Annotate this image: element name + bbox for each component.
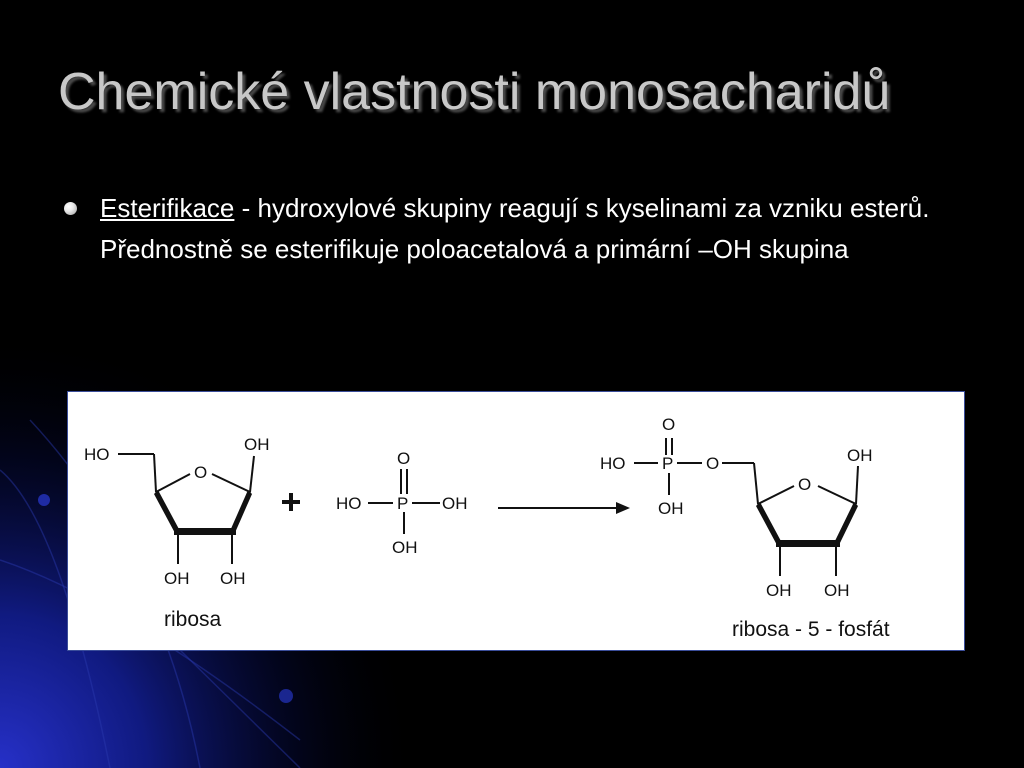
acid-o-label: O (397, 449, 411, 468)
ribose-ho-label: HO (84, 445, 110, 464)
ribose-ring-o-label: O (194, 463, 208, 482)
reaction-scheme (68, 392, 964, 650)
bullet-item (100, 188, 950, 270)
product-p-label: P (662, 454, 674, 473)
product-o-top-label: O (662, 415, 676, 434)
product-o-link-label: O (706, 454, 720, 473)
ribose-caption: ribosa (164, 608, 222, 631)
bullet-dot-icon (64, 202, 77, 215)
product-oh-c2-label: OH (824, 581, 850, 600)
product-oh-p-label: OH (658, 499, 684, 518)
esterification-figure (67, 391, 965, 651)
product-ring-o-label: O (798, 475, 812, 494)
acid-oh-bottom-label: OH (392, 538, 418, 557)
ribose-oh-c2-label: OH (220, 569, 246, 588)
ribose-oh-c3-label: OH (164, 569, 190, 588)
product-oh-c1-label: OH (847, 446, 873, 465)
acid-oh-right-label: OH (442, 494, 468, 513)
acid-p-label: P (397, 494, 409, 513)
acid-ho-label: HO (336, 494, 362, 513)
ribose-oh-c1-label: OH (244, 435, 270, 454)
slide-title: Chemické vlastnosti monosacharidů (58, 63, 891, 121)
bullet-text: - hydroxylové skupiny reagují s kyselinami za vzniku esterů. Přednostně se esterifikuje poloacetalová a primární –OH skupina (100, 193, 930, 264)
product-ho-label: HO (600, 454, 626, 473)
product-caption: ribosa - 5 - fosfát (732, 618, 890, 641)
product-oh-c3-label: OH (766, 581, 792, 600)
bullet-term: Esterifikace (100, 193, 235, 223)
